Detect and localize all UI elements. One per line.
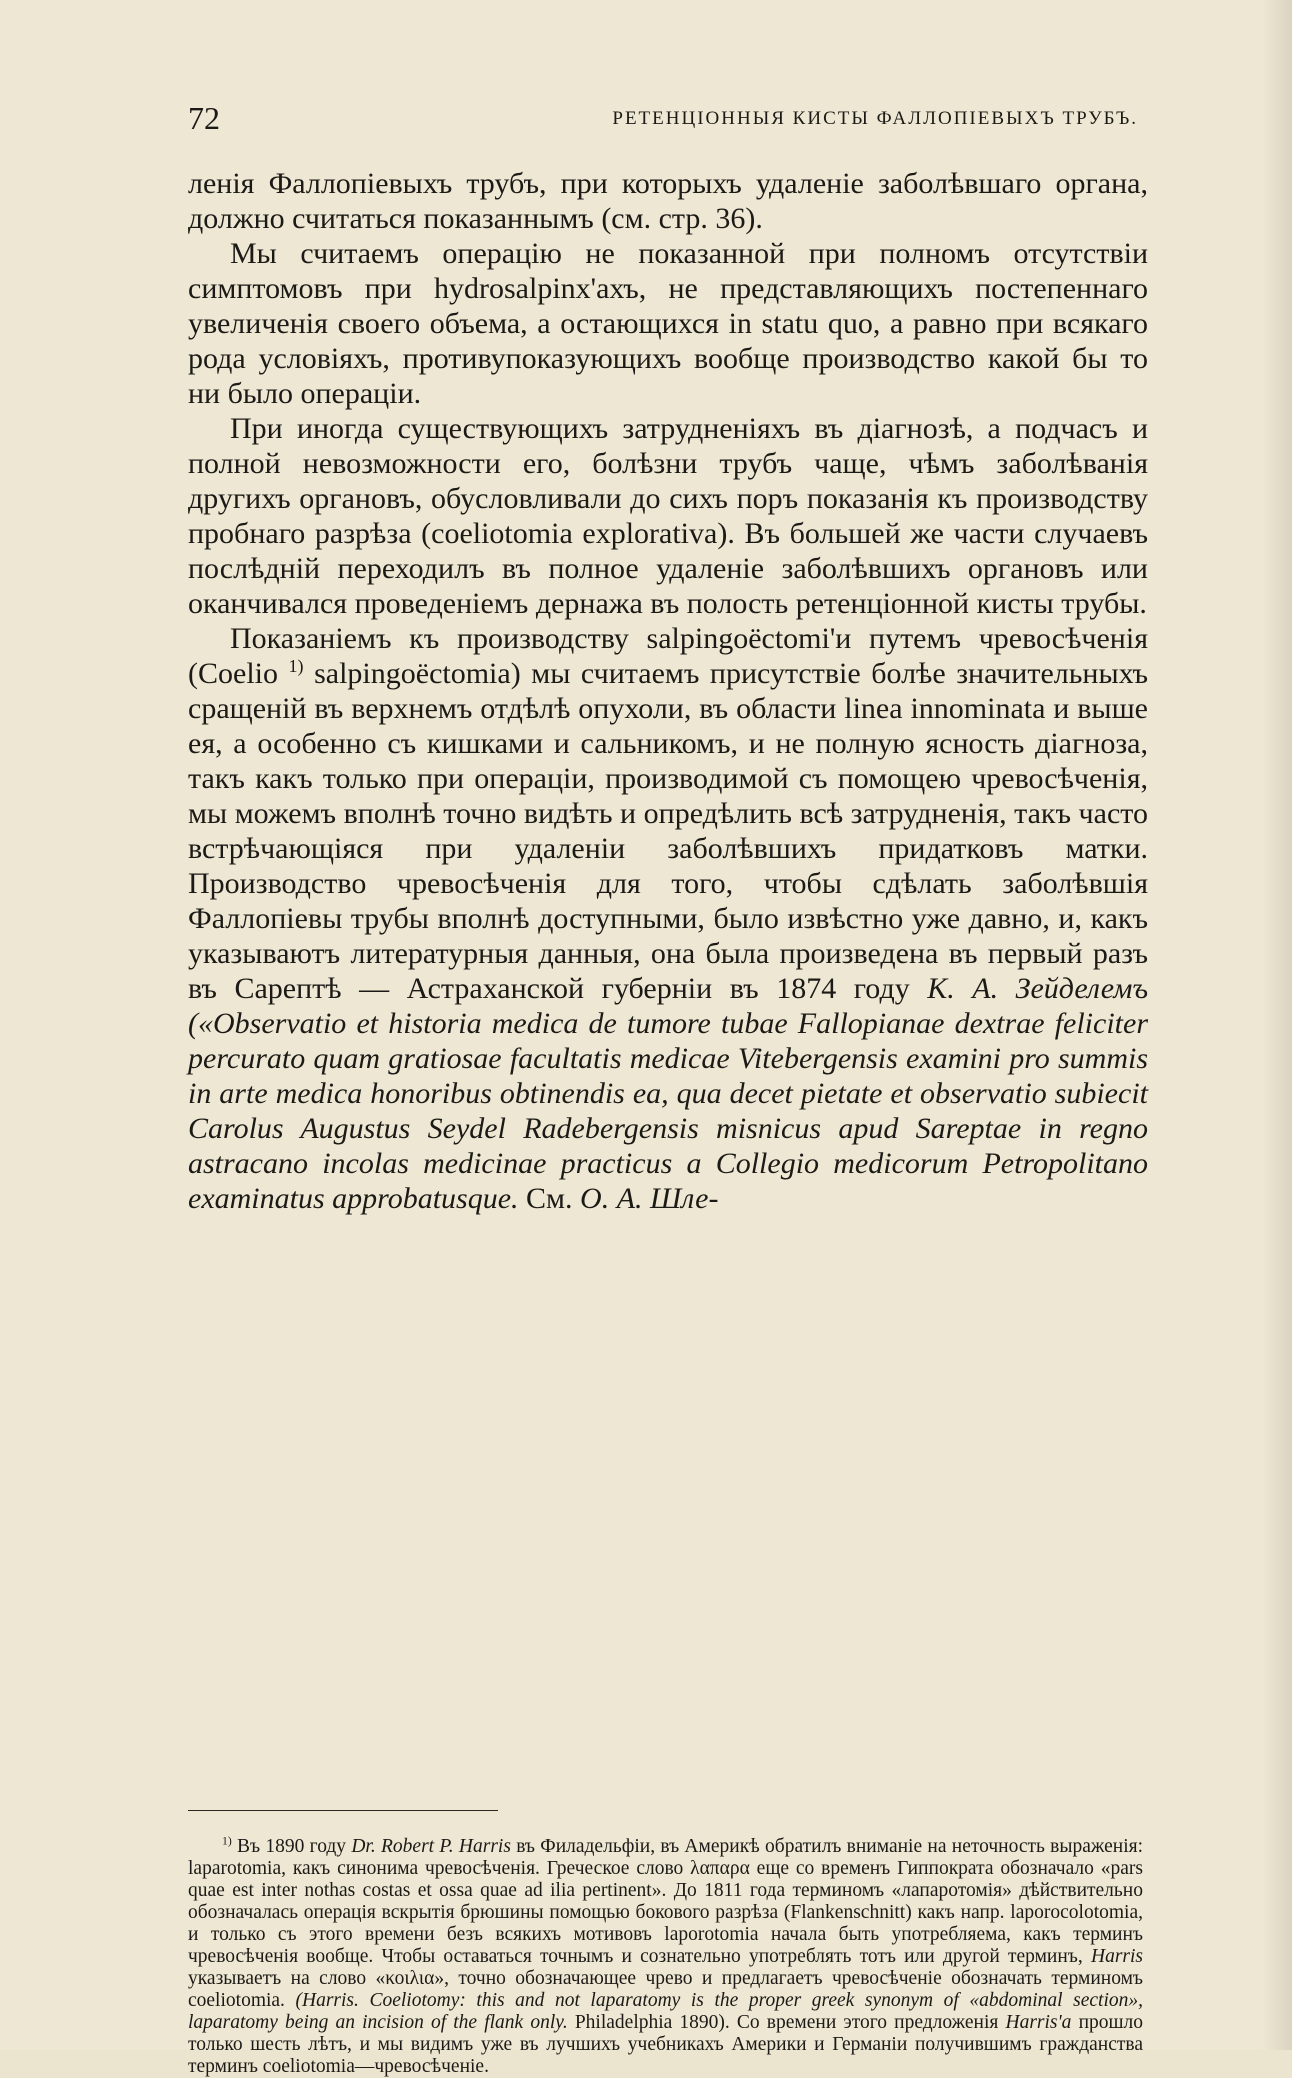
footnote-citation: (Harris. Coeliotomy: this and not laparatomy is the proper greek synonym of «abdominal section», laparatomy being an incision of the flank only. [188, 1990, 1143, 2033]
page-header [188, 100, 1138, 144]
paragraph-3: При иногда существующихъ затрудненіяхъ въ діагнозѣ, а подчасъ и полной невозможности его, болѣзни трубъ чаще, чѣмъ заболѣванія другихъ органовъ, обусловливали до сихъ поръ показанія къ производству пробнаго разрѣза (coeliotomia explorativa). Въ большей же части случаевъ послѣдній переходилъ въ полное удаленіе заболѣвшихъ органовъ или оканчивался проведеніемъ дернажа въ полость ретенціонной кисты трубы. [188, 412, 1148, 620]
page-number: 72 [188, 100, 220, 136]
see-reference: См. [526, 1182, 573, 1215]
footnote-harris: Harris [1090, 1946, 1144, 1967]
paragraph-1: ленія Фаллопіевыхъ трубъ, при которыхъ удаленіе заболѣвшаго органа, должно считаться показаннымъ (см. стр. 36). [188, 167, 1148, 235]
footnote-part-9: прошло только шесть лѣтъ, и мы видимъ уже въ лучшихъ учебникахъ Америки и Германіи получившимъ гражданства терминъ coeliotomia—чревосѣченіе. [188, 2012, 1143, 2077]
paragraph-4 [188, 621, 1148, 1216]
footnote [188, 1836, 1143, 2078]
footnote-text [188, 1836, 1143, 2078]
running-title: РЕТЕНЦІОННЫЯ КИСТЫ ФАЛЛОПІЕВЫХЪ ТРУБЪ. [612, 108, 1138, 129]
footnote-part-1: Въ 1890 году [237, 1836, 347, 1857]
page-edge-shadow [1262, 0, 1292, 2050]
footnote-reference: 1) [288, 656, 304, 676]
paragraph-4-middle: salpingoёctomia) мы считаемъ присутствіе болѣе значительныхъ сращеній въ верхнемъ отдѣлѣ опухоли, въ области linea innominata и выше ея, а особенно съ кишками и сальникомъ, и не полную ясность діагноза, такъ какъ только при операціи, производимой съ помощею чревосѣченія, мы можемъ вполнѣ точно видѣть и опредѣлить всѣ затрудненія, такъ часто встрѣчающіяся при удаленіи заболѣвшихъ придатковъ матки. Производство чревосѣченія для того, чтобы сдѣлать заболѣвшія Фаллопіевы трубы вполнѣ доступными, было извѣстно уже давно, и, какъ указываютъ литературныя данныя, она была произведена въ первый разъ въ Сарептѣ — Астраханской губерніи въ 1874 году [188, 657, 1149, 1005]
paragraph-2: Мы считаемъ операцію не показанной при полномъ отсутствіи симптомовъ при hydrosalpinx'ахъ, не представляющихъ постепеннаго увеличенія своего объема, а остающихся in statu quo, а равно при всякаго рода условіяхъ, противупоказующихъ вообще производство какой бы то ни было операціи. [188, 237, 1148, 410]
footnote-part-5: указываетъ на слово «κοιλια», точно обозначающее чрево и предлагаетъ чревосѣченіе обозначать терминомъ coeliotomia. [188, 1968, 1143, 2011]
footnote-harris-genitive: Harris'а [1005, 2012, 1072, 2033]
footnote-mark: 1) [222, 1834, 232, 1848]
footnote-author: Dr. Robert P. Harris [351, 1836, 511, 1857]
footnote-part-3: въ Филадельфіи, въ Америкѣ обратилъ вниманіе на неточность выраженія: laparotomia, какъ синонима чревосѣченія. Греческое слово λαπαρα еще со временъ Гиппократа обозначало «pars quae est inter nothas costas et ossa quae ad ilia pertinent». До 1811 года терминомъ «лапаротомія» дѣйствительно обозначалась операція вскрытія брюшины помощью бокового разрѣза (Flankenschnitt) какъ напр. laporocolotomia, и только съ этого времени безъ всякихъ мотивовъ laporotomia начала быть употребляема, какъ терминъ чревосѣченія вообще. Чтобы оставаться точнымъ и сознательно употреблять тотъ или другой терминъ, [188, 1836, 1144, 1967]
latin-title: («Observatio et historia medica de tumore tubae Fallopianae dextrae feliciter percurato quam gratiosae facultatis medicae Vitebergensis examini pro summis in arte medica honoribus obtinendis ea, qua decet pietate et observatio subiecit Carolus Augustus Seydel Radebergensis misnicus apud Sareptae in regno astracano incolas medicinae practicus a Collegio medicorum Petropolitano examinatus approbatusque. [188, 1007, 1148, 1215]
main-text [188, 166, 1148, 1216]
paragraph-4-end: О. А. Шле- [580, 1182, 719, 1215]
author-name: К. А. Зейделемъ [927, 972, 1149, 1005]
footnote-part-7: Philadelphia 1890). Со времени этого предложенія [574, 2012, 999, 2033]
footnote-divider [188, 1810, 498, 1811]
paragraph-4-start: Показаніемъ къ производству salpingoёctomi'и путемъ чревосѣченія (Coelio [188, 622, 1148, 690]
